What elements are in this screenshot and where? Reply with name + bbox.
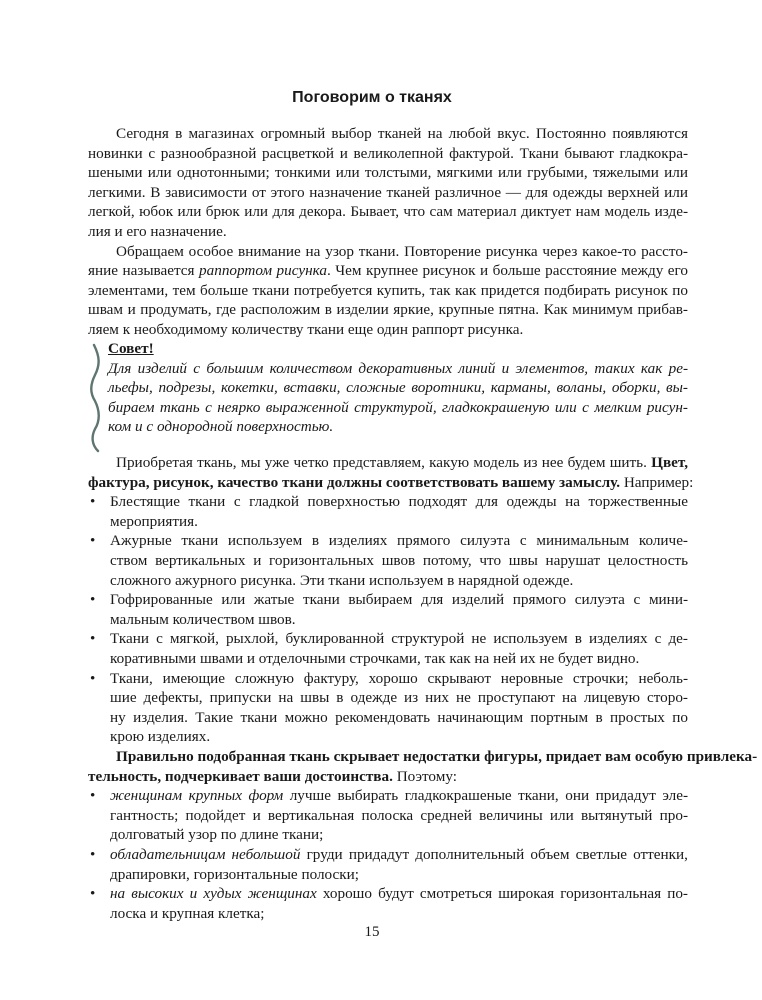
text-segment: новинки с разнообразной расцветкой и великолепной фактурой. Ткани бывают гладкокра- bbox=[88, 144, 688, 162]
paragraph bbox=[88, 124, 688, 242]
bullet-icon: • bbox=[90, 532, 96, 550]
text-segment: швам и продумать, где расположим в изделии яркие, крупные пятна. Как минимум прибав- bbox=[88, 301, 688, 319]
text-segment: лучше выбирать гладкокрашеные ткани, они придадут эле- bbox=[283, 787, 688, 805]
text-segment: яние называется bbox=[88, 262, 200, 280]
bold-text: тельность, подчеркивает ваши достоинства. bbox=[88, 767, 393, 785]
text-line bbox=[88, 124, 688, 144]
bullet-item bbox=[88, 492, 688, 531]
bullet-item bbox=[88, 590, 688, 629]
text-segment: груди придадут дополнительный объем светлые оттенки, bbox=[300, 845, 688, 863]
bullet-icon: • bbox=[90, 845, 96, 863]
text-segment: ну изделия. Такие ткани можно рекомендовать начинающим портным в простых по bbox=[110, 708, 688, 726]
text-line bbox=[110, 845, 688, 865]
text-segment: долговатый узор по длине ткани; bbox=[110, 826, 324, 844]
text-segment: крою изделиях. bbox=[110, 728, 211, 746]
text-line bbox=[110, 590, 688, 610]
text-line bbox=[88, 473, 694, 493]
text-line bbox=[110, 551, 688, 571]
text-line bbox=[110, 786, 688, 806]
text-line bbox=[88, 202, 688, 222]
text-line bbox=[110, 531, 688, 551]
paragraph bbox=[88, 453, 694, 492]
page-number: 15 bbox=[364, 924, 380, 940]
text-segment: Сегодня в магазинах огромный выбор тканей на любой вкус. Постоянно появляются bbox=[116, 125, 688, 142]
text-line bbox=[110, 610, 688, 630]
text-line bbox=[110, 727, 688, 747]
emphasis-text: раппортом рисунка bbox=[199, 262, 327, 280]
text-line bbox=[88, 747, 758, 767]
fabric-choice-section bbox=[88, 453, 694, 747]
emphasis-text: Для изделий с большим количеством декоративных линий и элементов, таких как ре- bbox=[108, 359, 688, 377]
bullet-item bbox=[88, 786, 688, 845]
page-title: Поговорим о тканях bbox=[292, 89, 452, 106]
emphasis-text: бираем ткань с неярко выраженной структурой, гладкокрашеную или с мелким рисун- bbox=[108, 398, 688, 416]
text-segment: коративными швами и отделочными строчками, так как на ней их не будет видно. bbox=[110, 649, 640, 667]
bullet-icon: • bbox=[90, 669, 96, 687]
text-line bbox=[110, 904, 688, 924]
text-segment: лия и его назначение. bbox=[88, 222, 227, 240]
text-segment: Например: bbox=[620, 473, 694, 491]
bullet-item bbox=[88, 531, 688, 590]
text-segment: Блестящие ткани с гладкой поверхностью подходят для одежды на торжественные bbox=[110, 493, 688, 511]
text-line bbox=[88, 242, 688, 262]
emphasis-text: женщинам крупных форм bbox=[110, 787, 284, 805]
tip-bracket-icon bbox=[88, 343, 104, 453]
text-segment: Гофрированные или жатые ткани выбираем для изделий прямого силуэта с мини- bbox=[110, 591, 688, 609]
text-line bbox=[110, 492, 688, 512]
text-line bbox=[108, 398, 688, 418]
text-line bbox=[110, 512, 688, 532]
bold-text: Совет! bbox=[108, 340, 154, 357]
text-segment: элементами, тем больше ткани потребуется купить, так как придется подбирать рисунок по bbox=[88, 281, 688, 299]
text-segment: мальным количеством швов. bbox=[110, 610, 296, 628]
text-segment: хорошо будут смотреться широкая горизонтальная по- bbox=[316, 885, 688, 903]
text-line bbox=[108, 417, 688, 437]
text-segment: Поэтому: bbox=[392, 767, 457, 785]
bold-text: Правильно подобранная ткань скрывает недостатки фигуры, придает вам особую привлека- bbox=[116, 748, 758, 765]
bullet-item bbox=[88, 884, 688, 923]
text-segment: ством вертикальных и горизонтальных швов потому, что швы нарушат целостность bbox=[110, 551, 688, 569]
text-line bbox=[88, 767, 688, 787]
text-line bbox=[110, 708, 688, 728]
text-segment: Приобретая ткань, мы уже четко представляем, какую модель из нее будем шить. bbox=[116, 454, 652, 471]
text-line bbox=[110, 649, 688, 669]
text-segment: Ажурные ткани используем в изделиях прямого силуэта с минимальным количе- bbox=[110, 532, 688, 550]
text-line bbox=[110, 806, 688, 826]
text-line bbox=[88, 320, 688, 340]
text-segment: Ткани с мягкой, рыхлой, буклированной структурой не используем в изделиях с де- bbox=[110, 630, 688, 648]
bullet-icon: • bbox=[90, 787, 96, 805]
text-line bbox=[108, 359, 688, 379]
text-segment: легкими. В зависимости от этого назначение тканей различное — для одежды верхней или bbox=[88, 183, 688, 201]
bold-text: Цвет, bbox=[651, 454, 688, 471]
text-segment: ляем к необходимому количеству ткани еще один раппорт рисунка. bbox=[88, 320, 524, 338]
text-segment: легкой, юбок или брюк или для декора. Бывает, что сам материал диктует нам модель изде- bbox=[88, 203, 688, 221]
text-segment: мероприятия. bbox=[110, 512, 198, 530]
text-line bbox=[88, 183, 688, 203]
paragraph bbox=[88, 242, 688, 340]
figure-advice-section bbox=[88, 747, 758, 923]
intro-text bbox=[88, 124, 688, 340]
bullet-item bbox=[88, 669, 688, 747]
emphasis-text: льефы, подрезы, кокетки, вставки, сложные воротники, карманы, воланы, оборки, вы- bbox=[108, 379, 688, 397]
emphasis-text: на высоких и худых женщинах bbox=[110, 885, 317, 903]
text-line bbox=[110, 825, 688, 845]
text-line bbox=[88, 300, 688, 320]
text-line bbox=[110, 688, 688, 708]
text-line bbox=[88, 163, 688, 183]
text-segment: драпировки, горизонтальные полоски; bbox=[110, 865, 359, 883]
bullet-icon: • bbox=[90, 493, 96, 511]
paragraph bbox=[88, 747, 758, 786]
text-segment: лоска и крупная клетка; bbox=[110, 904, 265, 922]
text-segment: шеными или однотонными; тонкими или толстыми, мягкими или грубыми, тяжелыми или bbox=[88, 164, 688, 182]
text-line bbox=[110, 884, 688, 904]
text-segment: гантность; подойдет и вертикальная полоска средней величины или вытянутый про- bbox=[110, 806, 688, 824]
tip-box bbox=[108, 339, 688, 437]
text-line bbox=[110, 629, 688, 649]
text-line bbox=[88, 144, 688, 164]
text-line bbox=[88, 222, 688, 242]
text-line bbox=[88, 453, 688, 473]
text-line bbox=[110, 865, 688, 885]
emphasis-text: обладательницам небольшой bbox=[110, 845, 301, 863]
text-segment: Обращаем особое внимание на узор ткани. Повторение рисунка через какое-то рассто- bbox=[116, 242, 688, 260]
bullet-item bbox=[88, 845, 688, 884]
text-segment: шие дефекты, припуски на швы в одежде из них не проступают на лицевую сторо- bbox=[110, 689, 688, 707]
text-line bbox=[88, 261, 688, 281]
emphasis-text: ком и с однородной поверхностью. bbox=[108, 418, 334, 436]
text-line bbox=[108, 339, 688, 359]
text-line bbox=[88, 281, 688, 301]
bold-text: фактура, рисунок, качество ткани должны соответствовать вашему замыслу. bbox=[88, 473, 621, 491]
text-segment: . Чем крупнее рисунок и больше расстояние между его bbox=[326, 262, 688, 280]
bullet-icon: • bbox=[90, 591, 96, 609]
text-segment: Ткани, имеющие сложную фактуру, хорошо скрывают неровные строчки; неболь- bbox=[110, 669, 688, 687]
text-segment: сложного ажурного рисунка. Эти ткани используем в нарядной одежде. bbox=[110, 571, 574, 589]
text-line bbox=[110, 571, 688, 591]
bullet-item bbox=[88, 629, 688, 668]
bullet-icon: • bbox=[90, 630, 96, 648]
bullet-icon: • bbox=[90, 885, 96, 903]
text-line bbox=[108, 378, 688, 398]
text-line bbox=[110, 669, 688, 689]
